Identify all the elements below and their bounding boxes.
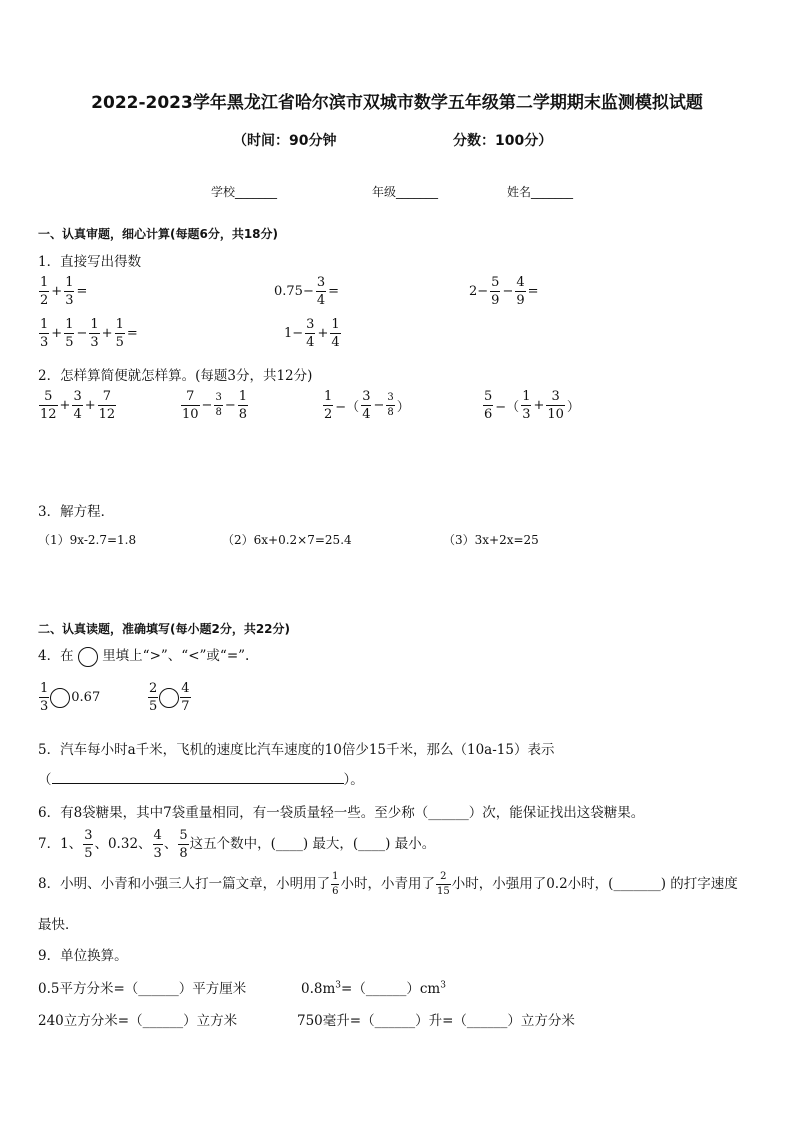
q5-answer: （ ）。 xyxy=(38,772,364,788)
page-title: 2022-2023学年黑龙江省哈尔滨市双城市数学五年级第二学期期末监测模拟试题 xyxy=(91,93,703,113)
q5-blank[interactable] xyxy=(52,783,344,784)
exam-score: 分数：100分） xyxy=(453,133,553,149)
q4-compare-b: $\frac{2}{5}$ $\frac{4}{7}$ xyxy=(149,681,190,714)
q2-item-4: $\frac{5}{6}$ −（ $\frac{1}{3}$ + $\frac{3}{10}$ ） xyxy=(484,389,580,422)
q9-item-d: 750毫升=（______）升=（______）立方分米 xyxy=(297,1013,575,1029)
q9-item-a: 0.5平方分米=（______）平方厘米 xyxy=(38,981,247,997)
school-field[interactable]: 学校_______ xyxy=(211,185,278,199)
q9-label: 9．单位换算。 xyxy=(38,948,128,964)
q3-label: 3．解方程． xyxy=(38,504,115,520)
q1-item-3: 2− $\frac{5}{9}$ − $\frac{4}{9}$ = xyxy=(469,275,539,308)
q9-item-c: 240立方分米=（______）立方米 xyxy=(38,1013,238,1029)
q2-item-1: $\frac{5}{12}$ + $\frac{3}{4}$ + $\frac{7}{12}$ xyxy=(40,389,116,422)
q2-item-2: $\frac{7}{10}$ − $\frac{3}{8}$ − $\frac{1}{8}$ xyxy=(182,389,248,422)
q2-item-3: $\frac{1}{2}$ −（ $\frac{3}{4}$ − $\frac{3}{8}$ ） xyxy=(324,389,410,422)
q4-compare-a: $\frac{1}{3}$ 0.67 xyxy=(40,681,101,714)
section1-heading: 一、认真审题，细心计算(每题6分，共18分) xyxy=(38,227,279,241)
answer-circle[interactable] xyxy=(50,688,70,708)
q3-equation-1: （1）9x-2.7=1.8 xyxy=(38,533,137,547)
q9-item-b: $0.8m^3=(\_\_\_\_\_\_)cm^3$ xyxy=(301,980,446,997)
compare-circle-icon xyxy=(78,647,98,667)
q1-item-5: 1− $\frac{3}{4}$ + $\frac{1}{4}$ xyxy=(284,317,340,350)
q6-text: 6．有8袋糖果，其中7袋重量相同，有一袋质量轻一些。至少称（______）次，能保证找出这袋糖果。 xyxy=(38,805,645,821)
q2-label: 2．怎样算简便就怎样算。(每题3分，共12分) xyxy=(38,368,313,384)
section2-heading: 二、认真读题，准确填写(每小题2分，共22分) xyxy=(38,622,291,636)
exam-time: （时间：90分钟 xyxy=(233,133,337,149)
grade-field[interactable]: 年级_______ xyxy=(372,185,439,199)
name-field[interactable]: 姓名_______ xyxy=(507,185,574,199)
q5-text: 5．汽车每小时a千米，飞机的速度比汽车速度的10倍少15千米，那么（10a-15）表示 xyxy=(38,742,555,758)
q7-text: 7．1、 $\frac{3}{5}$ 、0.32、 $\frac{4}{3}$ 、 $\frac{5}{8}$ 这五个数中，(____) 最大，(____) 最小。 xyxy=(38,828,436,861)
q3-equation-3: （3）3x+2x=25 xyxy=(443,533,539,547)
q1-item-2: 0.75− $\frac{3}{4}$ = xyxy=(274,275,340,308)
q3-equation-2: （2）6x+0.2×7=25.4 xyxy=(222,533,352,547)
q8-text: 8．小明、小青和小强三人打一篇文章，小明用了 $\frac{1}{6}$ 小时，小青用了 $\frac{2}{15}$ 小时，小强用了0.2小时，(_______) 的打字速度 xyxy=(38,871,738,897)
q8-text-cont: 最快． xyxy=(38,917,79,933)
q4-prompt: 4．在 里填上“>”、“<”或“=”. xyxy=(38,644,249,667)
answer-circle[interactable] xyxy=(159,688,179,708)
q1-item-1: $\frac{1}{2}$ + $\frac{1}{3}$ = xyxy=(40,275,88,308)
q1-label: 1．直接写出得数 xyxy=(38,254,142,270)
q1-item-4: $\frac{1}{3}$ + $\frac{1}{5}$ − $\frac{1}{3}$ + $\frac{1}{5}$ = xyxy=(40,317,138,350)
